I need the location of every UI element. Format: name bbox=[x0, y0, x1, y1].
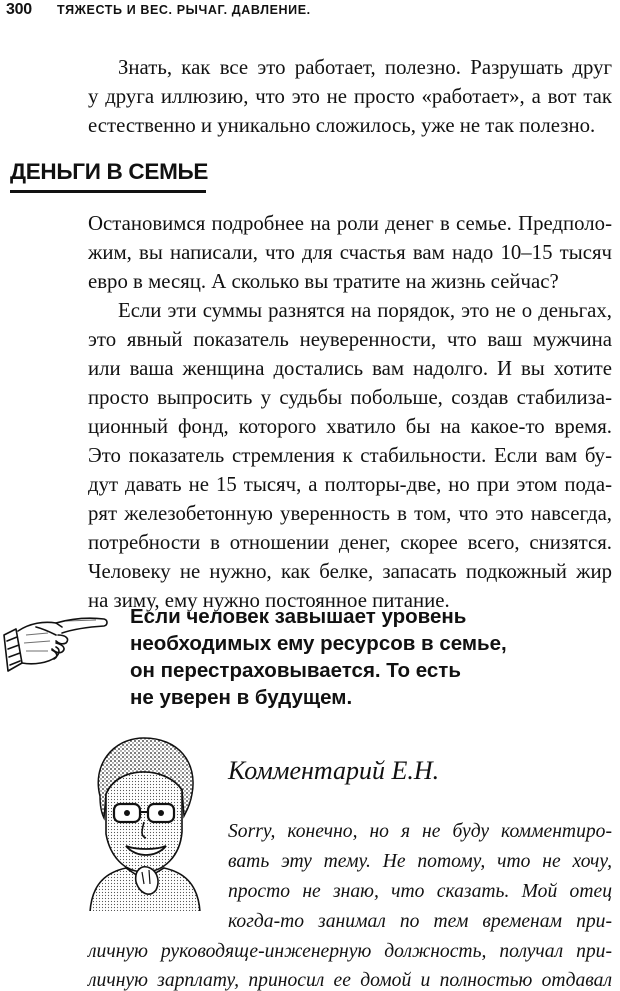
body-line: это явный показатель неуверенности, что ваш мужчина bbox=[88, 328, 612, 351]
intro-line: Знать, как все это работает, полезно. Разрушать друг bbox=[118, 56, 612, 79]
body-line: Это показатель стремления к стабильности. Если вам бу- bbox=[88, 444, 612, 467]
running-title: ТЯЖЕСТЬ И ВЕС. РЫЧАГ. ДАВЛЕНИЕ. bbox=[57, 3, 311, 17]
body-line: Человеку не нужно, как белке, запасать подкожный жир bbox=[88, 560, 612, 583]
pointing-hand-icon bbox=[0, 605, 112, 681]
comment-line: когда-то занимал по тем временам при- bbox=[228, 911, 612, 932]
body-line: на зиму, ему нужно постоянное питание. bbox=[88, 589, 450, 612]
body-line: рят железобетонную уверенность в том, что это навсегда, bbox=[88, 502, 612, 525]
comment-line: личную зарплату, приносил ее домой и полностью отдавал bbox=[88, 970, 612, 991]
body-line: потребности в отношении денег, скорее всего, снизятся. bbox=[88, 531, 612, 554]
running-header bbox=[0, 0, 620, 24]
callout-line: Если человек завышает уровень bbox=[130, 605, 467, 628]
intro-line: у друга иллюзию, что это не просто «работает», а вот так bbox=[88, 85, 612, 108]
callout-line: необходимых ему ресурсов в семье, bbox=[130, 632, 507, 655]
body-line: евро в месяц. А сколько вы тратите на жизнь сейчас? bbox=[88, 270, 559, 293]
comment-line: личную руководяще-инженерную должность, получал при- bbox=[88, 941, 612, 962]
body-line: просто выпросить у судьбы побольше, создав стабилиза- bbox=[88, 386, 612, 409]
body-line: жим, вы написали, что для счастья вам надо 10–15 тысяч bbox=[88, 241, 612, 264]
comment-line: вать эту тему. Не потому, что не хочу, bbox=[228, 851, 612, 872]
comment-line: просто не знаю, что сказать. Мой отец bbox=[228, 881, 612, 902]
intro-line: естественно и уникально сложилось, уже не так полезно. bbox=[88, 114, 596, 137]
portrait-illustration bbox=[86, 732, 204, 912]
body-line: дут давать не 15 тысяч, а полторы-две, но при этом пода- bbox=[88, 473, 612, 496]
body-line: или ваша женщина достались вам надолго. И вы хотите bbox=[88, 357, 612, 380]
section-heading: ДЕНЬГИ В СЕМЬЕ bbox=[10, 159, 206, 193]
body-line: ционный фонд, которого хватило бы на какое-то время. bbox=[88, 415, 612, 438]
body-line: Остановимся подробнее на роли денег в семье. Предполо- bbox=[88, 212, 612, 235]
callout-line: не уверен в будущем. bbox=[130, 686, 353, 709]
page-number: 300 bbox=[6, 1, 32, 18]
body-line: Если эти суммы разнятся на порядок, это не о деньгах, bbox=[118, 299, 612, 322]
comment-line: Sorry, конечно, но я не буду комментиро- bbox=[228, 821, 612, 842]
comment-title: Комментарий Е.Н. bbox=[228, 756, 440, 785]
callout-line: он перестраховывается. То есть bbox=[130, 659, 461, 682]
